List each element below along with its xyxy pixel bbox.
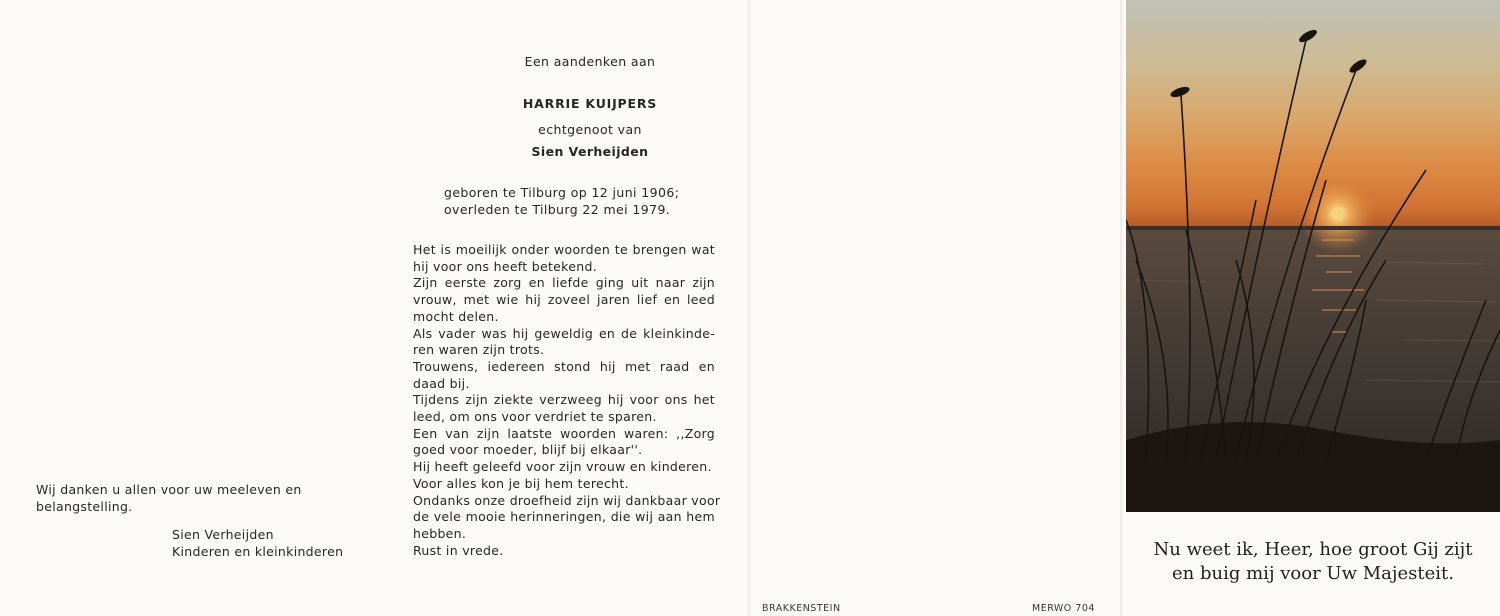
- eulogy-line: de vele mooie herinneringen, die wij aan hem: [413, 509, 715, 525]
- eulogy-line: hebben.: [413, 525, 467, 541]
- eulogy-line: goed voor moeder, blijf bij elkaar''.: [413, 442, 643, 458]
- right-fold: [1120, 0, 1123, 616]
- publisher-label: BRAKKENSTEIN: [762, 603, 841, 614]
- death-line: overleden te Tilburg 22 mei 1979.: [444, 202, 671, 217]
- sunset-reeds-photo: [1126, 0, 1500, 512]
- eulogy-line: Rust in vrede.: [413, 542, 504, 558]
- thanks-text: [36, 481, 316, 515]
- eulogy-line: Trouwens, iedereen stond hij met raad en: [413, 358, 715, 374]
- eulogy-line: Ondanks onze droefheid zijn wij dankbaar voor: [413, 492, 721, 508]
- eulogy-line: Hij heeft geleefd voor zijn vrouw en kinderen.: [413, 459, 712, 475]
- deceased-name: HARRIE KUIJPERS: [522, 96, 658, 111]
- signature-spouse: Sien Verheijden: [172, 527, 274, 542]
- memorial-intro: Een aandenken aan: [524, 54, 656, 69]
- center-fold: [748, 0, 751, 616]
- verse-line: en buig mij voor Uw Majesteit.: [1172, 563, 1454, 584]
- eulogy-line: ren waren zijn trots.: [413, 342, 545, 358]
- signature-block: [172, 526, 343, 560]
- eulogy-line: vrouw, met wie hij zoveel jaren lief en leed: [413, 292, 715, 308]
- eulogy-line: Voor alles kon je bij hem terecht.: [413, 475, 629, 491]
- eulogy-line: Een van zijn laatste woorden waren: ,,Zorg: [413, 425, 715, 441]
- thanks-line: Wij danken u allen voor uw meeleven en: [36, 482, 302, 497]
- signature-family: Kinderen en kleinkinderen: [172, 544, 344, 559]
- verse-line: Nu weet ik, Heer, hoe groot Gij zijt: [1153, 539, 1473, 560]
- reed-plumes: [1169, 28, 1368, 100]
- sun: [1331, 207, 1345, 221]
- eulogy-line: hij voor ons heeft betekend.: [413, 258, 597, 274]
- spouse-intro: echtgenoot van: [538, 122, 642, 137]
- eulogy-line: Tijdens zijn ziekte verzweeg hij voor ons het: [413, 392, 715, 408]
- eulogy-line: leed, om ons voor verdriet te sparen.: [413, 409, 657, 425]
- spouse-name: Sien Verheijden: [531, 144, 649, 159]
- eulogy-line: mocht delen.: [413, 308, 499, 324]
- life-dates: [444, 184, 679, 218]
- verse-text: [1126, 538, 1500, 586]
- eulogy-line: Het is moeilijk onder woorden te brengen wat: [413, 242, 715, 257]
- eulogy-line: Als vader was hij geweldig en de kleinkinde-: [413, 325, 715, 341]
- eulogy-line: daad bij.: [413, 375, 470, 391]
- thanks-line: belangstelling.: [36, 499, 133, 514]
- birth-line: geboren te Tilburg op 12 juni 1906;: [444, 185, 680, 200]
- eulogy-line: Zijn eerste zorg en liefde ging uit naar zijn: [413, 275, 715, 291]
- eulogy-text: [413, 242, 721, 559]
- sunset-reeds-illustration: [1126, 0, 1500, 512]
- catalog-number: MERWO 704: [1032, 603, 1095, 614]
